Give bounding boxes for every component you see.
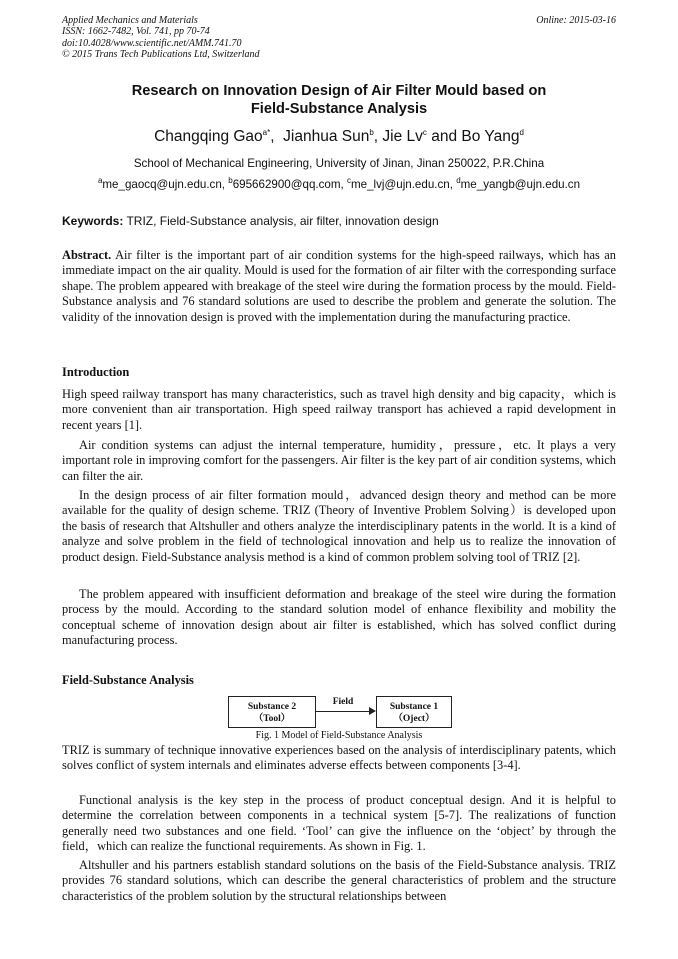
abstract-label: Abstract.: [62, 248, 112, 262]
intro-paragraph-4: The problem appeared with insufficient deformation and breakage of the steel wire during the formation process by the mould. According to the standard solution model of enhance flexibility and mobility the conceptual scheme of innovation design about air filter is established, which has solved conflict during manufacturing process.: [62, 587, 616, 648]
author-name: Jie Lv: [382, 128, 423, 145]
fsa-paragraph-3: Altshuller and his partners establish standard solutions on the basis of the Field-Substance analysis. TRIZ provides 76 standard solutions, which can describe the general characteristics of problem and the structure characteristics of the problem solution by the structural relationships between: [62, 858, 616, 903]
arrow-head-icon: [369, 707, 376, 715]
section-heading-introduction: Introduction: [62, 365, 130, 379]
author-sup: a*: [262, 127, 271, 137]
author-sup: d: [519, 127, 524, 137]
issn-line: ISSN: 1662-7482, Vol. 741, pp 70-74: [62, 26, 210, 38]
author-sup: b: [369, 127, 374, 137]
email-list: [62, 177, 616, 192]
box-sublabel: （Oject）: [393, 714, 435, 724]
doi-line: doi:10.4028/www.scientific.net/AMM.741.70: [62, 37, 242, 49]
box-label: Substance 2: [247, 702, 297, 712]
author-sep: and: [426, 128, 462, 145]
section-heading-field-substance: Field-Substance Analysis: [62, 673, 194, 687]
abstract: [62, 248, 616, 325]
title-line-1: Research on Innovation Design of Air Filter Mould based on: [131, 83, 547, 99]
author-name: Bo Yang: [461, 128, 520, 145]
title-line-2: Field-Substance Analysis: [250, 101, 428, 117]
keywords-label: Keywords:: [62, 214, 124, 228]
email-sup: c: [346, 176, 351, 186]
email-address[interactable]: me_lvj@ujn.edu.cn,: [350, 178, 457, 191]
keywords: [62, 214, 616, 229]
email-sup: b: [228, 176, 233, 186]
figure-caption: Fig. 1 Model of Field-Substance Analysis: [255, 730, 423, 741]
substance-1-box: [376, 696, 452, 728]
intro-paragraph-1: High speed railway transport has many characteristics, such as travel high density and big capacity，which is more convenient than air transportation. High speed railway transport has achieved a rapid development in recent years [1].: [62, 387, 616, 432]
field-label: Field: [332, 697, 354, 707]
author-sep: ,: [373, 128, 383, 145]
paper-title: [62, 82, 616, 118]
author-name: Jianhua Sun: [283, 128, 370, 145]
author-list: [62, 127, 616, 147]
substance-2-box: [228, 696, 316, 728]
online-date: Online: 2015-03-16: [536, 15, 616, 26]
intro-paragraph-2: Air condition systems can adjust the internal temperature, humidity，pressure，etc. It plays a very important role in improving comfort for the passengers. Air filter is the key part of air condition systems, which can filter the air.: [62, 438, 616, 483]
keywords-text: TRIZ, Field-Substance analysis, air filter, innovation design: [123, 214, 439, 228]
figure-field-substance-model: [228, 696, 452, 730]
email-address[interactable]: 695662900@qq.com,: [232, 178, 347, 191]
intro-paragraph-3: In the design process of air filter formation mould，advanced design theory and method can be more available for the quality of design scheme. TRIZ (Theory of Inventive Problem Solving）is developed upon the basis of research that Altshuller and others analyze the interdisciplinary patents in the world. It is a kind of analyze and solve problem in the field of technological innovation and help us to realize the innovation of product design. Field-Substance analysis method is a kind of common problem solving tool of TRIZ [2].: [62, 488, 616, 564]
field-arrow-line: [316, 711, 370, 712]
affiliation: School of Mechanical Engineering, University of Jinan, Jinan 250022, P.R.China: [133, 157, 545, 170]
email-address[interactable]: me_yangb@ujn.edu.cn: [460, 178, 581, 191]
fsa-paragraph-1: TRIZ is summary of technique innovative experiences based on the analysis of interdisciplinary patents, which solves conflict of system internals and eliminates adverse effects between components [3-4].: [62, 743, 616, 773]
email-sup: d: [456, 176, 461, 186]
abstract-text: Air filter is the important part of air condition systems for the high-speed railways, which has an immediate impact on the air quality. Mould is used for the formation of air filter with the corresponding surface shape. The problem appeared with breakage of the steel wire during the formation process by the mould. Field-Substance analysis and 76 standard solutions are used to describe the problem and generate the solution. The validity of the innovation design is proved with the implementation during the manufacturing practice.: [62, 248, 616, 324]
author-sup: c: [422, 127, 427, 137]
journal-header: [62, 15, 616, 60]
email-address[interactable]: me_gaocq@ujn.edu.cn,: [102, 178, 229, 191]
box-sublabel: （Tool）: [253, 714, 291, 724]
fsa-paragraph-2: Functional analysis is the key step in the process of product conceptual design. And it is helpful to determine the correlation between components in a technical system [5-7]. The realizations of function generally need two substances and one field. ‘Tool’ can give the influence on the ‘object’ by through the field，which can realize the functional requirements. As shown in Fig. 1.: [62, 793, 616, 854]
copyright-line: © 2015 Trans Tech Publications Ltd, Switzerland: [62, 48, 260, 60]
email-sup: a: [97, 176, 103, 186]
journal-name: Applied Mechanics and Materials: [62, 15, 198, 26]
box-label: Substance 1: [389, 702, 439, 712]
author-sep: ,: [270, 128, 284, 145]
author-name: Changqing Gao: [154, 128, 263, 145]
